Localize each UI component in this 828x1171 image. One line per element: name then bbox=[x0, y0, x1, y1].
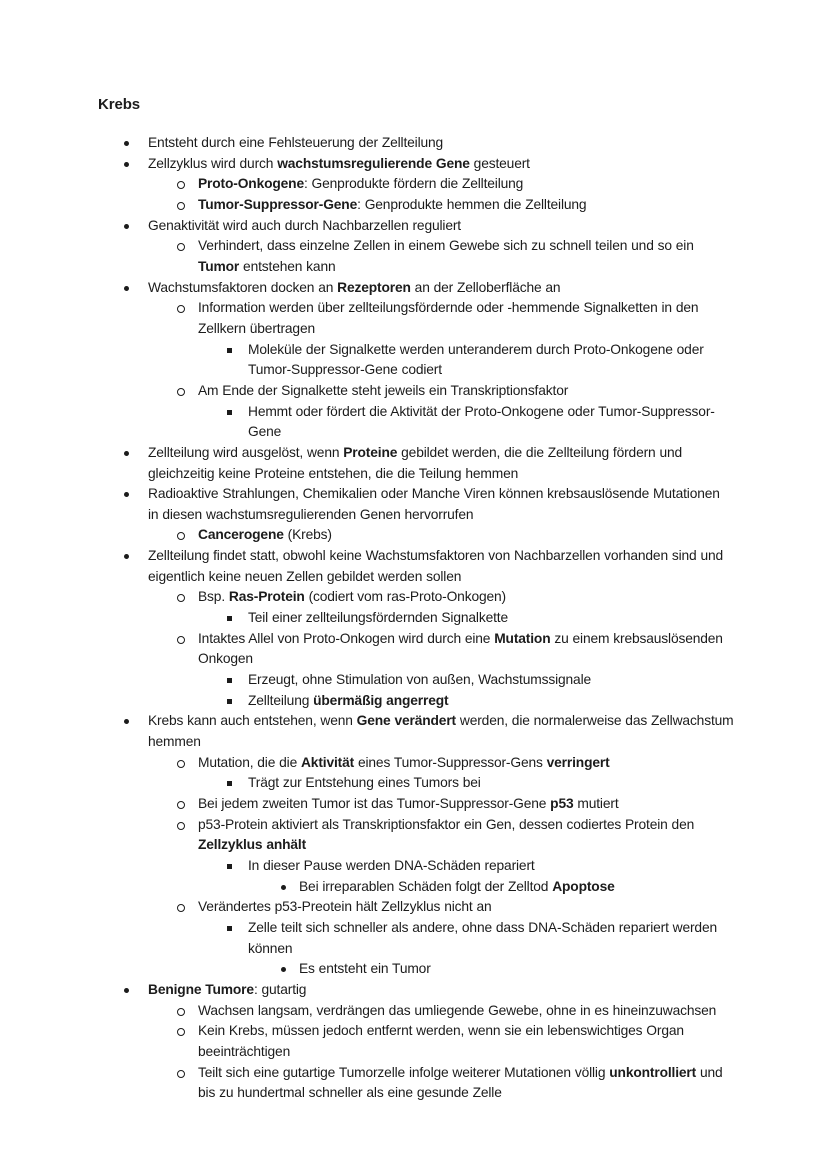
text-run: Entsteht durch eine Fehlsteuerung der Zellteilung bbox=[148, 135, 444, 150]
list-item-text bbox=[198, 899, 492, 914]
text-run: Teilt sich eine gutartige Tumorzelle infolge weiterer Mutationen völlig bbox=[198, 1064, 610, 1080]
list-item bbox=[98, 794, 734, 815]
list-item-text bbox=[198, 1065, 723, 1101]
list-item-text bbox=[299, 961, 431, 976]
list-item-text bbox=[198, 383, 568, 398]
text-run: In dieser Pause werden DNA-Schäden repariert bbox=[248, 857, 535, 873]
text-run: gebildet werden, die die Zellteilung fördern und gleichzeitig keine Proteine entstehen, die die Teilung hemmen bbox=[148, 444, 683, 481]
text-run: Hemmt oder fördert die Aktivität der Proto-Onkogene oder Tumor-Suppressor-Gene bbox=[248, 403, 715, 440]
list-item-text bbox=[198, 527, 332, 542]
disc-bullet-icon bbox=[124, 451, 129, 456]
square-bullet-icon bbox=[227, 410, 232, 415]
text-run: Am Ende der Signalkette steht jeweils ein Transkriptionsfaktor bbox=[198, 382, 569, 398]
list-item-text bbox=[198, 589, 506, 604]
list-item bbox=[98, 711, 734, 752]
bold-text-run: Rezeptoren bbox=[337, 279, 411, 295]
list-item bbox=[98, 340, 734, 381]
list-item-text bbox=[299, 879, 615, 894]
circle-bullet-icon bbox=[177, 1028, 185, 1036]
text-run: Zelle teilt sich schneller als andere, ohne dass DNA-Schäden repariert werden können bbox=[248, 919, 717, 956]
text-run: Information werden über zellteilungsfördernde oder -hemmende Signalketten in den Zellkern übertragen bbox=[198, 300, 699, 336]
text-run: Trägt zur Entstehung eines Tumors bei bbox=[248, 775, 481, 791]
list-item-text bbox=[198, 176, 523, 191]
text-run: : gutartig bbox=[253, 981, 307, 997]
list-item-text bbox=[148, 135, 443, 150]
circle-bullet-icon bbox=[177, 243, 185, 251]
list-item bbox=[98, 525, 734, 546]
disc-bullet-icon bbox=[281, 967, 286, 972]
bold-text-run: Tumor-Suppressor-Gene bbox=[198, 196, 358, 212]
list-item bbox=[98, 195, 734, 216]
list-item-text bbox=[148, 982, 306, 997]
list-item bbox=[98, 1063, 734, 1104]
list-item bbox=[98, 980, 734, 1001]
bold-text-run: Gene verändert bbox=[356, 713, 456, 729]
square-bullet-icon bbox=[227, 781, 232, 786]
list-item bbox=[98, 298, 734, 339]
list-item-text bbox=[148, 218, 461, 233]
text-run: Verhindert, dass einzelne Zellen in einem Gewebe sich zu schnell teilen und so ein bbox=[198, 238, 694, 254]
text-run: Erzeugt, ohne Stimulation von außen, Wachstumssignale bbox=[248, 672, 592, 688]
text-run: zu einem krebsauslösenden Onkogen bbox=[198, 630, 723, 667]
square-bullet-icon bbox=[227, 699, 232, 704]
bullet-list bbox=[98, 133, 734, 1104]
list-item-text bbox=[198, 1003, 716, 1018]
list-item bbox=[98, 402, 734, 443]
list-item-text bbox=[248, 920, 717, 956]
bold-text-run: p53 bbox=[550, 796, 574, 811]
bold-text-run: Mutation bbox=[494, 630, 551, 646]
circle-bullet-icon bbox=[177, 305, 185, 313]
bold-text-run: Proteine bbox=[343, 444, 398, 460]
text-run: Teil einer zellteilungsfördernden Signalkette bbox=[248, 610, 508, 626]
text-run: Zellteilung wird ausgelöst, wenn bbox=[148, 444, 344, 460]
list-item bbox=[98, 753, 734, 774]
text-run: Zellteilung bbox=[248, 692, 314, 708]
list-item-text bbox=[198, 631, 723, 667]
list-item bbox=[98, 629, 734, 670]
bold-text-run: Tumor bbox=[198, 258, 240, 274]
list-item bbox=[98, 959, 734, 980]
disc-bullet-icon bbox=[124, 224, 129, 229]
list-item bbox=[98, 381, 734, 402]
list-item bbox=[98, 236, 734, 277]
list-item bbox=[98, 877, 734, 898]
list-item bbox=[98, 174, 734, 195]
list-item bbox=[98, 773, 734, 794]
list-item bbox=[98, 856, 734, 877]
bold-text-run: Ras-Protein bbox=[228, 589, 305, 605]
list-item-text bbox=[248, 858, 535, 873]
text-run: entstehen kann bbox=[239, 258, 336, 274]
bold-text-run: übermäßig angerregt bbox=[313, 692, 449, 708]
bold-text-run: Benigne Tumore bbox=[148, 981, 254, 997]
text-run: Moleküle der Signalkette werden unteranderem durch Proto-Onkogene oder Tumor-Suppressor-Gene codiert bbox=[248, 341, 704, 378]
list-item bbox=[98, 154, 734, 175]
list-item bbox=[98, 133, 734, 154]
square-bullet-icon bbox=[227, 926, 232, 931]
text-run: Zellteilung findet statt, obwohl keine Wachstumsfaktoren von Nachbarzellen vorhanden sind und eigentlich keine neuen Zellen gebildet werden sollen bbox=[148, 548, 724, 584]
list-item-text bbox=[198, 197, 586, 212]
list-item bbox=[98, 670, 734, 691]
bold-text-run: Apoptose bbox=[552, 878, 615, 894]
list-item-text bbox=[248, 404, 715, 440]
list-item-text bbox=[248, 693, 448, 708]
text-run: eines Tumor-Suppressor-Gens bbox=[354, 754, 547, 770]
text-run: Mutation, die die bbox=[198, 754, 301, 770]
list-item-text bbox=[198, 817, 694, 853]
disc-bullet-icon bbox=[124, 554, 129, 559]
disc-bullet-icon bbox=[124, 286, 129, 291]
bold-text-run: Zellzyklus anhält bbox=[198, 837, 307, 853]
text-run: mutiert bbox=[573, 796, 619, 811]
text-run: Radioaktive Strahlungen, Chemikalien oder Manche Viren können krebsauslösende Mutationen in diesen wachstumsregulierenden Genen hervorrufen bbox=[148, 486, 720, 522]
circle-bullet-icon bbox=[177, 202, 185, 210]
disc-bullet-icon bbox=[124, 719, 129, 724]
circle-bullet-icon bbox=[177, 904, 185, 912]
list-item bbox=[98, 484, 734, 525]
text-run: Bei irreparablen Schäden folgt der Zelltod bbox=[299, 878, 553, 894]
bold-text-run: unkontrolliert bbox=[609, 1064, 697, 1080]
text-run: Zellzyklus wird durch bbox=[148, 155, 278, 171]
list-item bbox=[98, 691, 734, 712]
list-item bbox=[98, 546, 734, 587]
list-item-text bbox=[148, 486, 720, 522]
text-run: Wachstumsfaktoren docken an bbox=[148, 279, 338, 295]
list-item-text bbox=[198, 796, 619, 811]
list-item bbox=[98, 443, 734, 484]
list-item bbox=[98, 1001, 734, 1022]
text-run: Bei jedem zweiten Tumor ist das Tumor-Suppressor-Gene bbox=[198, 796, 551, 811]
list-item-text bbox=[248, 672, 591, 687]
text-run: Bsp. bbox=[198, 589, 229, 605]
circle-bullet-icon bbox=[177, 1008, 185, 1016]
list-item-text bbox=[248, 775, 481, 790]
text-run: : Genprodukte hemmen die Zellteilung bbox=[357, 196, 587, 212]
circle-bullet-icon bbox=[177, 181, 185, 189]
list-item bbox=[98, 587, 734, 608]
circle-bullet-icon bbox=[177, 822, 185, 830]
list-item-text bbox=[248, 610, 508, 625]
list-item bbox=[98, 278, 734, 299]
circle-bullet-icon bbox=[177, 594, 185, 602]
list-item-text bbox=[148, 548, 723, 584]
text-run: Es entsteht ein Tumor bbox=[299, 961, 431, 977]
square-bullet-icon bbox=[227, 678, 232, 683]
text-run: und bis zu hundertmal schneller als eine gesunde Zelle bbox=[198, 1064, 723, 1101]
bold-text-run: Cancerogene bbox=[198, 527, 284, 543]
text-run: Intaktes Allel von Proto-Onkogen wird durch eine bbox=[198, 630, 495, 646]
text-run: Genaktivität wird auch durch Nachbarzellen reguliert bbox=[148, 217, 461, 233]
text-run: an der Zelloberfläche an bbox=[410, 279, 561, 295]
circle-bullet-icon bbox=[177, 760, 185, 768]
bold-text-run: Aktivität bbox=[300, 754, 355, 770]
list-item-text bbox=[148, 713, 734, 749]
text-run: Kein Krebs, müssen jedoch entfernt werden, wenn sie ein lebenswichtiges Organ beeinträchtigen bbox=[198, 1023, 684, 1059]
bold-text-run: wachstumsregulierende Gene bbox=[277, 155, 470, 171]
list-item bbox=[98, 216, 734, 237]
list-item-text bbox=[148, 280, 560, 295]
list-item bbox=[98, 897, 734, 918]
bold-text-run: verringert bbox=[546, 754, 610, 770]
disc-bullet-icon bbox=[124, 492, 129, 497]
list-item bbox=[98, 608, 734, 629]
text-run: Krebs kann auch entstehen, wenn bbox=[148, 713, 357, 729]
text-run: gesteuert bbox=[469, 155, 530, 171]
list-item bbox=[98, 815, 734, 856]
disc-bullet-icon bbox=[124, 162, 129, 167]
text-run: (codiert vom ras-Proto-Onkogen) bbox=[304, 589, 506, 605]
disc-bullet-icon bbox=[124, 988, 129, 993]
disc-bullet-icon bbox=[124, 141, 129, 146]
circle-bullet-icon bbox=[177, 801, 185, 809]
disc-bullet-icon bbox=[281, 885, 286, 890]
text-run: werden, die normalerweise das Zellwachstum hemmen bbox=[148, 713, 734, 750]
circle-bullet-icon bbox=[177, 532, 185, 540]
square-bullet-icon bbox=[227, 348, 232, 353]
list-item-text bbox=[198, 238, 694, 274]
list-item-text bbox=[198, 1023, 684, 1059]
list-item bbox=[98, 918, 734, 959]
list-item-text bbox=[198, 755, 610, 770]
list-item-text bbox=[248, 342, 704, 378]
square-bullet-icon bbox=[227, 616, 232, 621]
list-item-text bbox=[148, 156, 530, 171]
list-item bbox=[98, 1021, 734, 1062]
circle-bullet-icon bbox=[177, 388, 185, 396]
list-item-text bbox=[148, 445, 682, 481]
text-run: (Krebs) bbox=[283, 527, 332, 543]
text-run: p53-Protein aktiviert als Transkriptionsfaktor ein Gen, dessen codiertes Protein den bbox=[198, 816, 695, 832]
text-run: Wachsen langsam, verdrängen das umliegende Gewebe, ohne in es hineinzuwachsen bbox=[198, 1002, 717, 1018]
text-run: : Genprodukte fördern die Zellteilung bbox=[303, 176, 524, 192]
page-title: Krebs bbox=[98, 96, 141, 113]
list-item-text bbox=[198, 300, 698, 336]
circle-bullet-icon bbox=[177, 636, 185, 644]
bold-text-run: Proto-Onkogene bbox=[198, 176, 304, 192]
text-run: Verändertes p53-Preotein hält Zellzyklus nicht an bbox=[198, 899, 492, 915]
square-bullet-icon bbox=[227, 864, 232, 869]
circle-bullet-icon bbox=[177, 1070, 185, 1078]
